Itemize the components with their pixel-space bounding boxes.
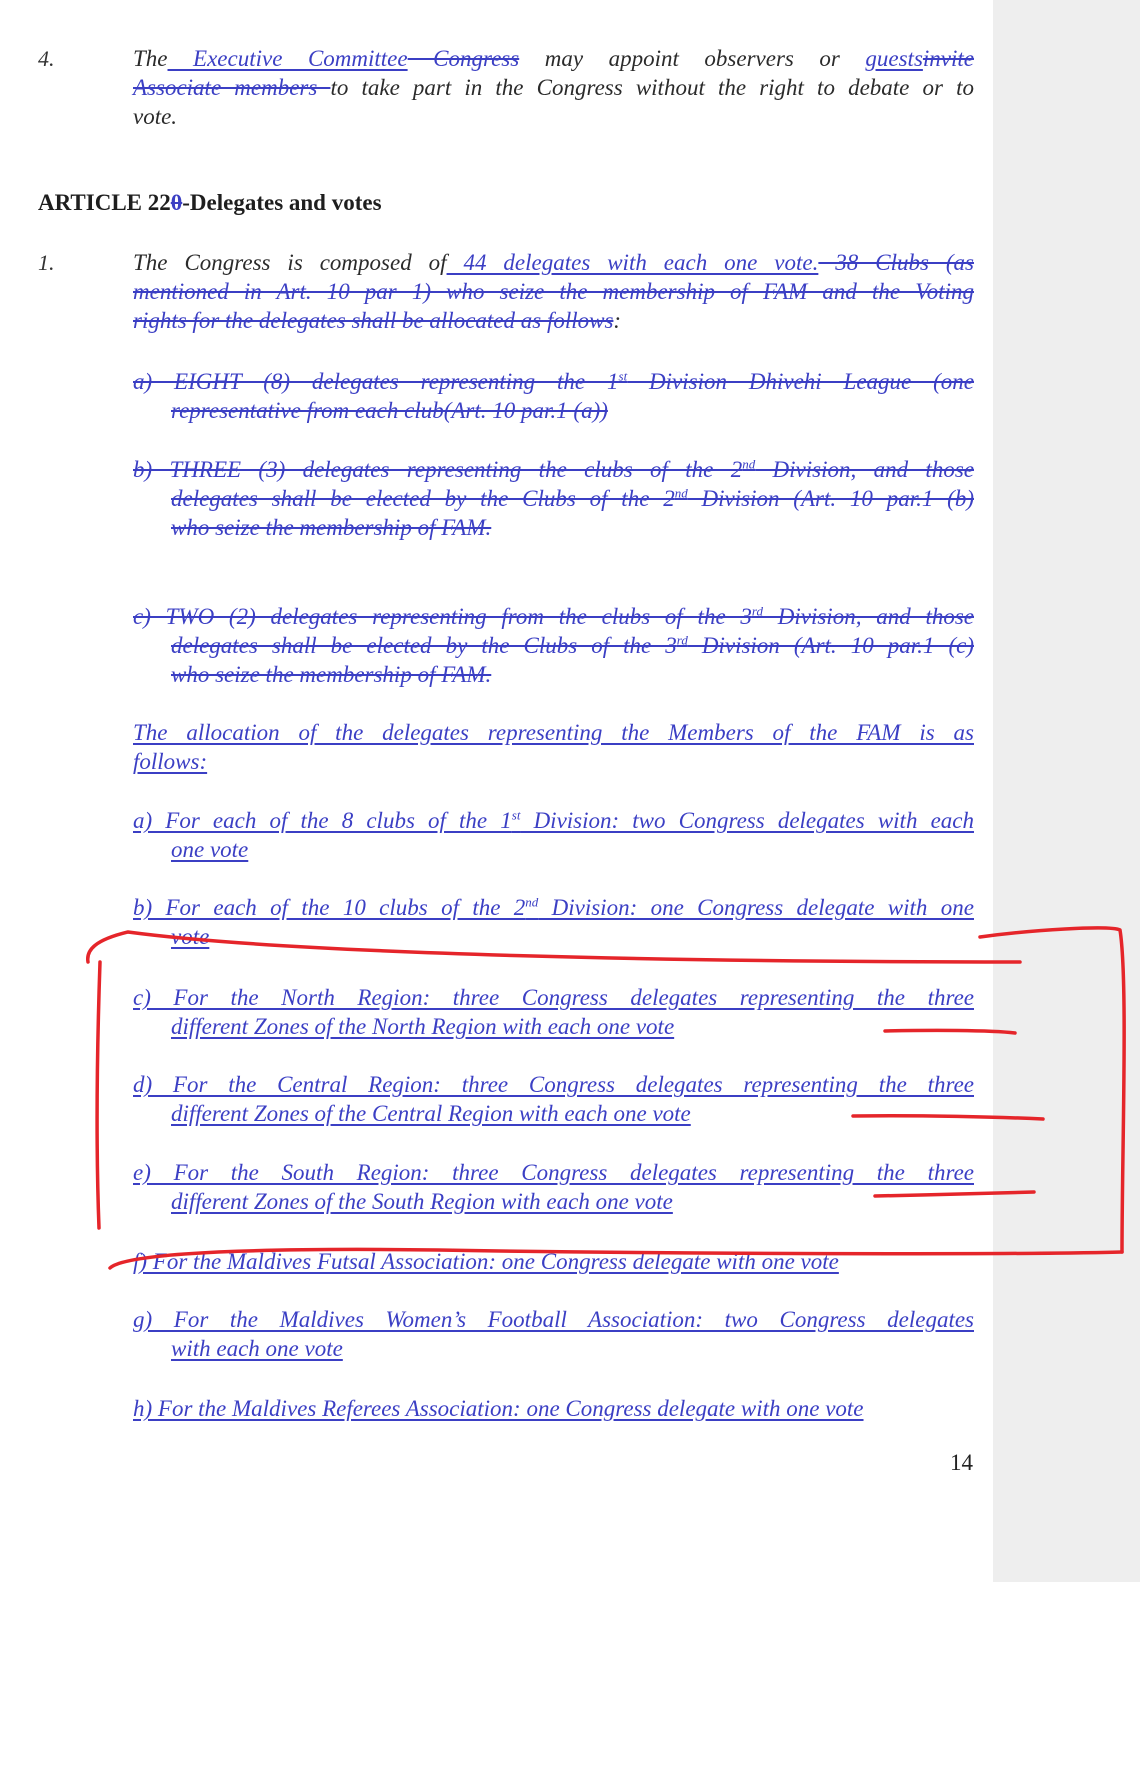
superscript: nd — [674, 485, 688, 501]
old-item-c-line-1 — [133, 602, 974, 631]
inserted-text: Division: two Congress delegates with each — [520, 808, 974, 833]
deleted-text: c) TWO (2) delegates representing from the clubs of the 3 — [133, 604, 752, 629]
allocation-d-line-1 — [133, 1070, 974, 1099]
inserted-text: vote — [171, 924, 210, 949]
inserted-text: d) For the Central Region: three Congress delegates representing the three — [133, 1072, 974, 1097]
allocation-g-line-2 — [171, 1334, 343, 1363]
page-bottom-blank — [0, 1582, 1140, 1775]
allocation-c-line-1 — [133, 983, 974, 1012]
deleted-text: delegates shall be elected by the Clubs of the 2 — [171, 486, 675, 511]
item4-text: to take part in the Congress without the right to debate or to — [330, 75, 974, 100]
article-heading — [38, 190, 382, 216]
allocation-a-line-2 — [171, 835, 248, 864]
item4-line-1 — [133, 44, 974, 73]
item1-line-2 — [133, 277, 974, 306]
deleted-text: delegates shall be elected by the Clubs of the 3 — [171, 633, 677, 658]
inserted-text: f) For the Maldives Futsal Association: one Congress delegate with one vote — [133, 1249, 839, 1274]
allocation-e-line-1 — [133, 1158, 974, 1187]
inserted-text: different Zones of the North Region with each one vote — [171, 1014, 675, 1039]
superscript: rd — [676, 632, 688, 648]
inserted-text: guests — [865, 46, 923, 71]
old-item-c-line-2 — [171, 631, 974, 660]
item4-text: The — [133, 46, 168, 71]
allocation-b-line-1 — [133, 893, 974, 922]
allocation-h-line-1 — [133, 1394, 864, 1423]
inserted-text: with each one vote — [171, 1336, 343, 1361]
allocation-f-line-1 — [133, 1247, 839, 1276]
superscript: nd — [525, 894, 539, 910]
deleted-text: b) THREE (3) delegates representing the clubs of the 2 — [133, 457, 743, 482]
item4-text: may appoint observers or — [519, 46, 866, 71]
old-item-a-line-2 — [171, 396, 608, 425]
deleted-text: a) EIGHT (8) delegates representing the 1 — [133, 369, 619, 394]
deleted-text: Division (Art. 10 par.1 (c) — [687, 633, 974, 658]
inserted-text: one vote — [171, 837, 249, 862]
old-item-c-line-3 — [171, 660, 491, 689]
inserted-text: g) For the Maldives Women’s Football Association: two Congress delegates — [133, 1307, 974, 1332]
allocation-g-line-1 — [133, 1305, 974, 1334]
deleted-text: mentioned in Art. 10 par 1) who seize the membership of FAM and the Voting — [133, 279, 974, 304]
deleted-text: who seize the membership of FAM. — [171, 515, 492, 540]
inserted-text: c) For the North Region: three Congress delegates representing the three — [133, 985, 974, 1010]
superscript: st — [618, 368, 628, 384]
inserted-text: e) For the South Region: three Congress delegates representing the three — [133, 1160, 974, 1185]
inserted-text: different Zones of the South Region with each one vote — [171, 1189, 673, 1214]
deleted-text: Division Dhivehi League (one — [627, 369, 974, 394]
deleted-text: Division (Art. 10 par.1 (b) — [687, 486, 974, 511]
article-prefix: ARTICLE 22 — [38, 190, 171, 215]
superscript: nd — [742, 456, 756, 472]
allocation-a-line-1 — [133, 806, 974, 835]
deleted-text: Division, and those — [763, 604, 974, 629]
old-item-b-line-1 — [133, 455, 974, 484]
deleted-text: Division, and those — [755, 457, 974, 482]
item1-text: The Congress is composed of — [133, 250, 447, 275]
inserted-text: b) For each of the 10 clubs of the 2 — [133, 895, 526, 920]
deleted-text: representative from each club(Art. 10 par.1 (a)) — [171, 398, 608, 423]
inserted-text: Division: one Congress delegate with one — [538, 895, 974, 920]
deleted-text: rights for the delegates shall be allocated as follows — [133, 308, 614, 333]
page-number: 14 — [950, 1450, 973, 1475]
inserted-text: The allocation of the delegates representing the Members of the FAM is as — [133, 720, 974, 745]
inserted-text: h) For the Maldives Referees Association: one Congress delegate with one vote — [133, 1396, 864, 1421]
superscript: st — [511, 807, 521, 823]
inserted-text: Executive Committee — [167, 46, 408, 71]
right-margin-strip — [993, 0, 1140, 1582]
article-title: -Delegates and votes — [182, 190, 382, 215]
inserted-text: 44 delegates with each one vote. — [446, 250, 819, 275]
deleted-text: who seize the membership of FAM. — [171, 662, 492, 687]
item-number-4: 4. — [38, 46, 55, 71]
deleted-text: Associate members — [133, 75, 331, 100]
inserted-text: different Zones of the Central Region with each one vote — [171, 1101, 691, 1126]
deleted-text: 0 — [170, 190, 183, 215]
deleted-text: Congress — [407, 46, 520, 71]
allocation-intro-line-1 — [133, 718, 974, 747]
inserted-text: a) For each of the 8 clubs of the 1 — [133, 808, 512, 833]
allocation-d-line-2 — [171, 1099, 691, 1128]
allocation-c-line-2 — [171, 1012, 674, 1041]
allocation-intro-line-2 — [133, 747, 207, 776]
deleted-text: invite — [922, 46, 974, 71]
item4-text: vote. — [133, 104, 178, 129]
item4-line-3 — [133, 102, 177, 131]
item-number-1: 1. — [38, 250, 55, 275]
item1-text: : — [613, 308, 622, 333]
allocation-b-line-2 — [171, 922, 209, 951]
inserted-text: follows: — [133, 749, 208, 774]
deleted-text: 38 Clubs (as — [818, 250, 974, 275]
item1-line-3 — [133, 306, 621, 335]
superscript: rd — [751, 603, 763, 619]
old-item-b-line-2 — [171, 484, 974, 513]
item1-line-1 — [133, 248, 974, 277]
item4-line-2 — [133, 73, 974, 102]
old-item-b-line-3 — [171, 513, 491, 542]
allocation-e-line-2 — [171, 1187, 673, 1216]
old-item-a-line-1 — [133, 367, 974, 396]
